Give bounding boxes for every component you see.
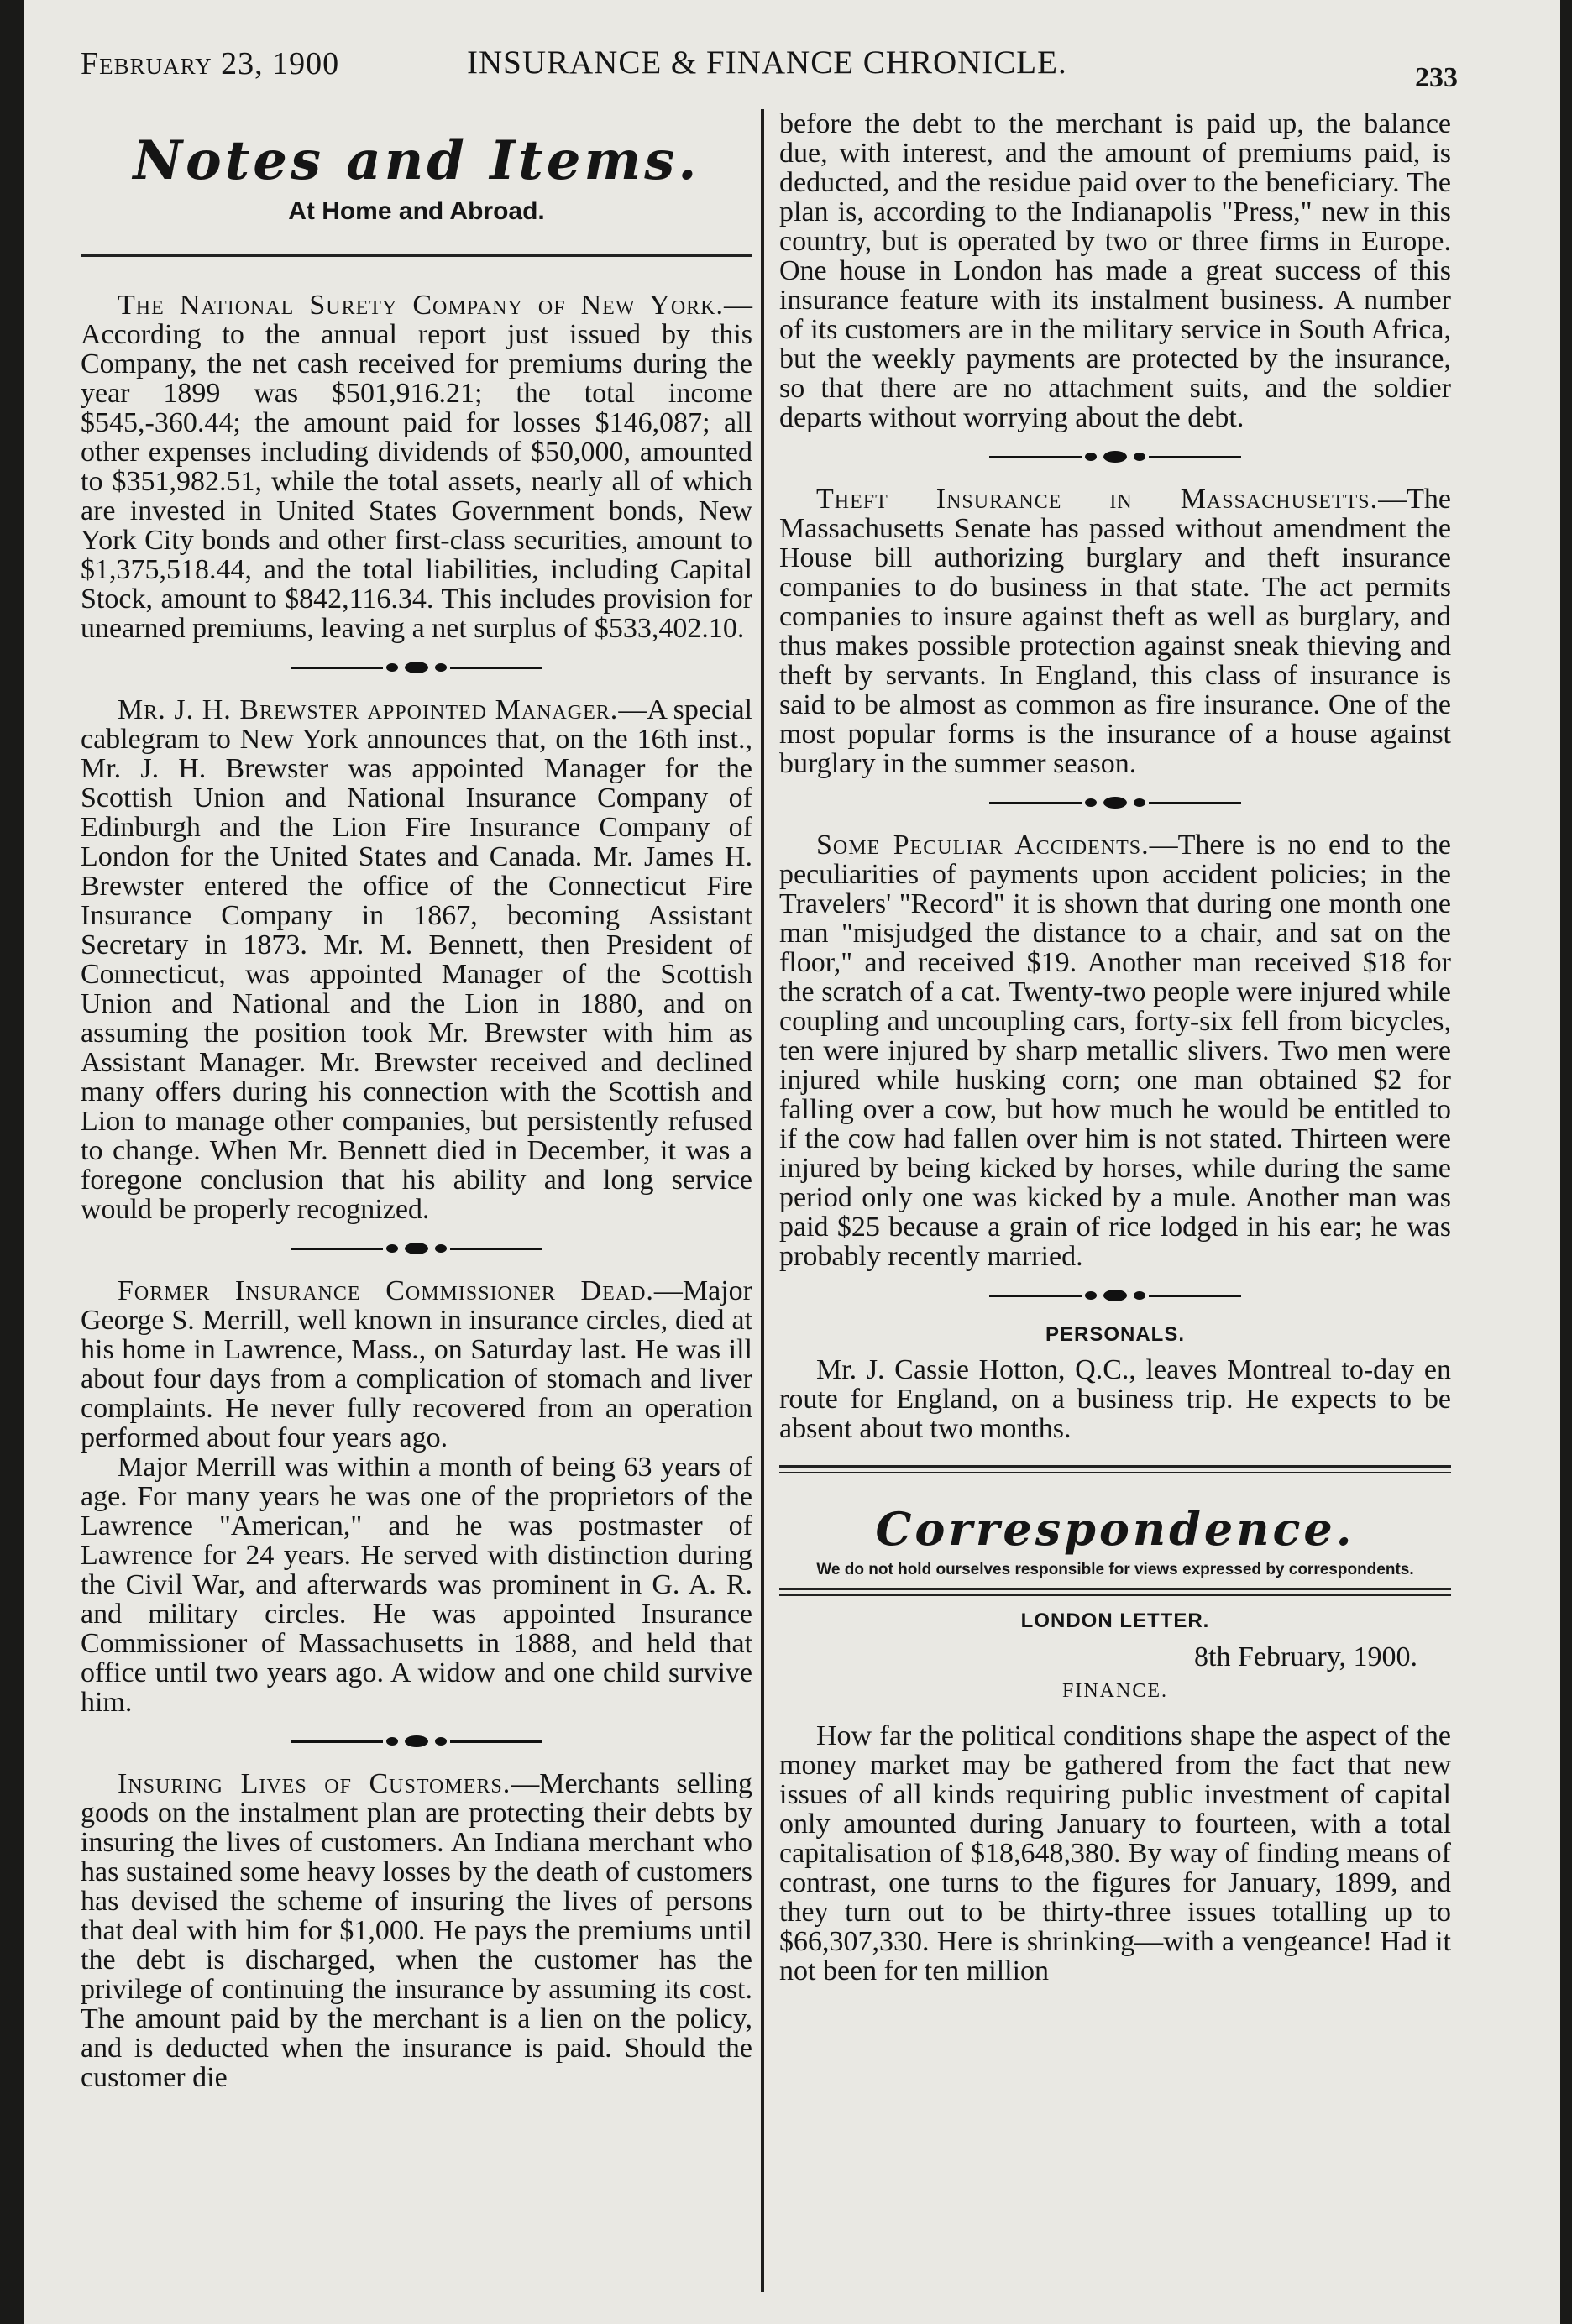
section-title: Notes and Items.	[133, 129, 700, 192]
correspondence-tagline: We do not hold ourselves responsible for views expressed by correspondents.	[816, 1561, 1414, 1578]
ornament-divider	[779, 451, 1451, 463]
article-body: —Major George S. Merrill, well known in insurance circles, died at his home in Lawrence, Mass., on Saturday last. He was ill about four days from a complication of stomach and liver complaints. He never fully recovered from an operation performed about four years ago.	[81, 1275, 752, 1453]
article-theft-insurance	[779, 484, 1451, 778]
article-insuring-lives	[81, 1769, 752, 2092]
header-date: February 23, 1900	[81, 46, 340, 81]
london-letter-heading: LONDON LETTER.	[1020, 1610, 1210, 1632]
page-header	[81, 40, 1458, 99]
article-heading: Mr. J. H. Brewster appointed Manager.	[118, 694, 619, 725]
article-heading: Insuring Lives of Customers.	[118, 1768, 511, 1799]
article-heading: Some Peculiar Accidents.	[816, 830, 1150, 861]
letter-date: 8th February, 1900.	[1194, 1641, 1417, 1672]
ornament-divider	[81, 1243, 752, 1254]
personals-body: Mr. J. Cassie Hotton, Q.C., leaves Montreal to-day en route for England, on a business trip. He expects to be absent about two months.	[779, 1354, 1451, 1444]
article-national-surety	[81, 290, 752, 643]
double-rule	[779, 1588, 1451, 1596]
header-title: INSURANCE & FINANCE CHRONICLE.	[467, 44, 1067, 81]
article-body: —A special cablegram to New York announces that, on the 16th inst., Mr. J. H. Brewster was appointed Manager for the Scottish Union and National Insurance Company of Edinburgh and the Lion Fire Insurance Company of London for the United States and Canada. Mr. James H. Brewster entered the office of the Connecticut Fire Insurance Company in 1867, becoming Assistant Secretary in 1873. Mr. M. Bennett, then President of Connecticut, was appointed Manager of the Scottish Union and National and the Lion in 1880, and on assuming the position took Mr. Brewster with him as Assistant Manager. Mr. Brewster received and declined many offers during his connection with the Scottish and Lion to manage other companies, but persistently refused to change. When Mr. Bennett died in December, it was a foregone conclusion that his ability and long service would be properly recognized.	[81, 694, 752, 1225]
section-rule	[81, 254, 752, 257]
article-merrill-cont: Major Merrill was within a month of being 63 years of age. For many years he was one of the proprietors of the Lawrence "American," and he was postmaster of Lawrence for 24 years. He served with distinction during the Civil War, and afterwards was prominent in G. A. R. and military circles. He was appointed Insurance Commissioner of Massachusetts in 1888, and held that office until two years ago. A widow and one child survive him.	[81, 1452, 752, 1718]
article-body: —According to the annual report just issued by this Company, the net cash received for premiums during the year 1899 was $501,916.21; the total income $545,-360.44; the amount paid for losses $146,087; all other expenses including dividends of $50,000, amounted to $351,982.51, while the total assets, nearly all of which are invested in United States Government bonds, New York City bonds and other first-class securities, amount to $1,375,518.44, and the total liabilities, including Capital Stock, amount to $842,116.34. This includes provision for unearned premiums, leaving a net surplus of $533,402.10.	[81, 290, 752, 644]
article-body: —Merchants selling goods on the instalment plan are protecting their debts by insuring the lives of customers. An Indiana merchant who has sustained some heavy losses by the death of customers has devised the scheme of insuring the lives of persons that deal with him for $1,000. He pays the premiums until the debt is discharged, when the customer has the privilege of continuing the insurance by assuming its cost. The amount paid by the merchant is a lien on the policy, and is deducted when the insurance is paid. Should the customer die	[81, 1768, 752, 2093]
article-peculiar-accidents	[779, 830, 1451, 1271]
correspondence-title: Correspondence.	[875, 1502, 1355, 1556]
article-heading: Former Insurance Commissioner Dead.	[118, 1275, 654, 1306]
ornament-divider	[81, 662, 752, 673]
finance-body: How far the political conditions shape the aspect of the money market may be gathered from the fact that new issues of all kinds requiring public investment of capital only amounted during January to fourteen, with a total capitalisation of $18,648,380. By way of finding means of contrast, one turns to the figures for January, 1899, and they turn out to be thirty-three issues totalling up to $66,307,330. Here is shrinking—with a vengeance! Had it not been for ten million	[779, 1720, 1451, 1986]
article-merrill	[81, 1276, 752, 1452]
double-rule	[779, 1465, 1451, 1473]
left-column	[81, 109, 752, 2092]
article-heading: The National Surety Company of New York.	[118, 290, 724, 321]
article-insuring-lives-cont: before the debt to the merchant is paid up, the balance due, with interest, and the amount of premiums paid, is deducted, and the residue paid over to the beneficiary. The plan is, according to the Indianapolis "Press," new in this country, but is operated by two or three firms in Europe. One house in London has made a great success of this insurance feature with its instalment business. A number of its customers are in the military service in South Africa, but the weekly payments are protected by the insurance, so that there are no attachment suits, and the soldier departs without worrying about the debt.	[779, 108, 1451, 433]
article-body: —The Massachusetts Senate has passed without amendment the House bill authorizing burglary and theft insurance companies to do business in that state. The act permits companies to insure against theft as well as burglary, and thus makes possible protection against sneak thieving and theft by servants. In England, this class of insurance is said to be almost as common as fire insurance. One of the most popular forms is the insurance of a house against burglary in the summer season.	[779, 484, 1451, 779]
column-divider	[761, 109, 764, 2292]
ornament-divider	[779, 1290, 1451, 1301]
page-number: 233	[1415, 62, 1458, 93]
section-subtitle: At Home and Abroad.	[288, 197, 545, 225]
article-brewster	[81, 695, 752, 1224]
article-heading: Theft Insurance in Massachusetts.	[816, 484, 1379, 515]
personals-heading: PERSONALS.	[1045, 1323, 1186, 1346]
newspaper-page	[24, 0, 1560, 2324]
article-body: —There is no end to the peculiarities of payments upon accident policies; in the Travelers' "Record" it is shown that during one month one man "misjudged the distance to a chair, and sat on the floor," and received $19. Another man received $18 for the scratch of a cat. Twenty-two people were injured while coupling and uncoupling cars, forty-six fell from bicycles, ten were injured by sharp metallic slivers. Two men were injured while husking corn; one man obtained $2 for falling over a cow, but how much he would be entitled to if the cow had fallen over him is not stated. Thirteen were injured by being kicked by horses, while during the same period only one was kicked by a mule. Another man was paid $25 because a grain of rice lodged in his ear; he was probably recently married.	[779, 830, 1451, 1272]
finance-heading: FINANCE.	[1061, 1680, 1168, 1702]
right-column	[779, 109, 1451, 1986]
ornament-divider	[81, 1735, 752, 1747]
ornament-divider	[779, 797, 1451, 809]
